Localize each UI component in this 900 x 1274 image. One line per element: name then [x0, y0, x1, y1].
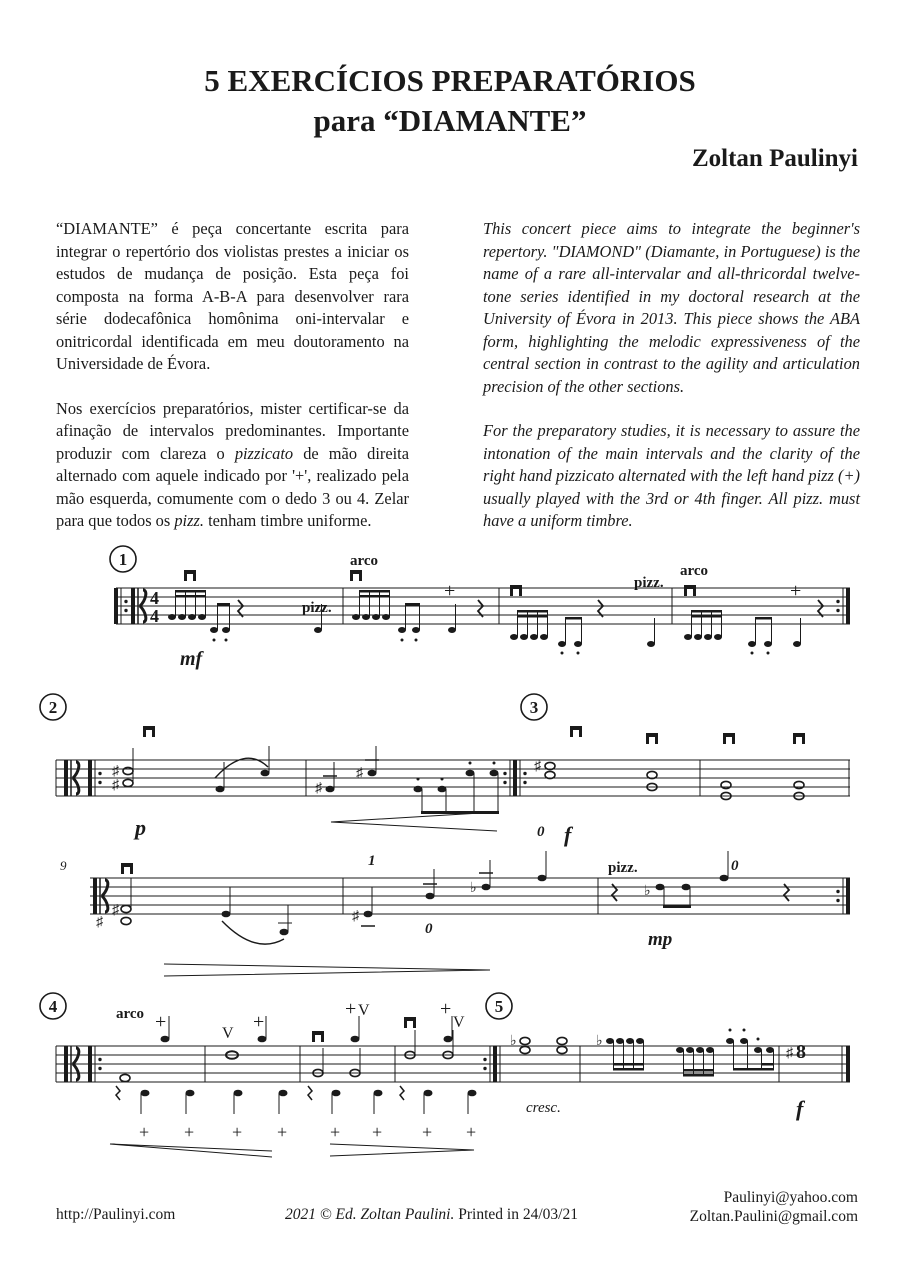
exercise-number: 1 [118, 550, 128, 569]
svg-text:♯: ♯ [534, 759, 541, 774]
title-line-1: 5 EXERCÍCIOS PREPARATÓRIOS [204, 63, 696, 98]
left-hand-pizz-plus: + [184, 1122, 195, 1142]
left-hand-pizz-plus: + [253, 1011, 265, 1033]
exercise-number: 4 [48, 997, 58, 1016]
copyright-text: 2021 © Ed. Zoltan Paulini. [285, 1206, 455, 1223]
exercise-2-measure-2 [315, 746, 499, 814]
footer-copyright [285, 1206, 578, 1224]
exercise-number: 2 [48, 698, 58, 717]
system-3-notes [96, 878, 292, 944]
left-hand-pizz-plus: + [139, 1122, 150, 1142]
dynamic-f: f [796, 1096, 804, 1121]
left-hand-pizz-plus: + [466, 1122, 477, 1142]
measure-number: 9 [60, 858, 67, 873]
upbow-icon: V [453, 1014, 465, 1031]
composer-name: Zoltan Paulinyi [691, 145, 858, 172]
svg-text:♯: ♯ [112, 903, 119, 918]
fingering: 0 [425, 921, 433, 937]
time-sig-numerator: 4 [150, 588, 159, 608]
chord-glyph: 8 [796, 1041, 806, 1063]
svg-text:♯: ♯ [112, 778, 119, 793]
svg-text:♯: ♯ [356, 766, 363, 781]
dynamic-f: f [564, 822, 572, 847]
system-3-measure-2 [352, 851, 547, 926]
svg-text:♯: ♯ [315, 781, 322, 796]
intro-en-paragraph-1: This concert piece aims to integrate the beginner's repertory. "DIAMOND" (Diamante, in Portuguese) is the name of a rare all-intervalar and all-thricordal twelve-tone series identified in my doctoral research at the University of Évora in 2013. This piece shows the ABA form, highlighting the melodic expressiveness of the central section in contrast to the agility and articulation precision of the other sections. [483, 219, 860, 396]
footer-emails [690, 1188, 858, 1226]
left-hand-pizz-plus: + [277, 1122, 288, 1142]
italic-term: pizz. [174, 511, 204, 530]
arco-marking: arco [116, 1006, 145, 1022]
measure-4 [684, 600, 823, 655]
email-link[interactable]: Zoltan.Paulini@gmail.com [689, 1208, 858, 1225]
svg-text:♭: ♭ [470, 881, 477, 896]
text-run: Nos exercícios preparatórios, mister certificar-se da afinação de intervalos predominantes. Importante produzir com clareza o [56, 398, 409, 463]
exercise-4-measure-4 [400, 1016, 477, 1114]
fingering: 0 [731, 858, 739, 874]
upbow-icon: V [222, 1025, 234, 1042]
crescendo-hairpin [110, 1144, 272, 1157]
fingering: 1 [368, 853, 376, 869]
intro-en-paragraph-2: For the preparatory studies, it is necessary to assure the intonation of the main intervals and the clarity of the right hand pizzicato alternated with the left hand pizz (+) usually played with the 3rd or 4th finger. All pizz. must have a uniform timbre. [483, 421, 860, 530]
downbow-icon [143, 726, 805, 744]
left-hand-pizz-plus: + [444, 580, 456, 602]
pizz-marking: pizz. [608, 860, 638, 876]
left-hand-pizz-plus: + [330, 1122, 341, 1142]
svg-text:♭: ♭ [596, 1034, 603, 1049]
fingering: 0 [537, 824, 545, 840]
downbow-icon [184, 570, 696, 596]
dynamic-mf: mf [180, 648, 203, 670]
staff-lines [56, 760, 850, 796]
email-link[interactable]: Paulinyi@yahoo.com [723, 1189, 858, 1206]
left-hand-pizz-plus: + [155, 1011, 167, 1033]
diminuendo-hairpin [164, 964, 490, 976]
left-hand-pizz-plus: + [372, 1122, 383, 1142]
exercise-number: 3 [529, 698, 539, 717]
arco-marking: arco [350, 553, 379, 569]
exercise-number: 5 [494, 997, 504, 1016]
left-hand-pizz-plus: + [232, 1122, 243, 1142]
italic-term: pizzicato [234, 443, 294, 463]
cresc-marking: cresc. [526, 1100, 561, 1116]
system-4 [40, 993, 850, 1157]
title-line-2: para “DIAMANTE” [313, 103, 587, 138]
system-1 [110, 546, 850, 670]
svg-text:♭: ♭ [510, 1034, 517, 1049]
pizz-marking: pizz. [634, 575, 664, 591]
left-hand-pizz-plus: + [345, 998, 357, 1020]
system-2 [40, 694, 850, 847]
pizz-marking: pizz. [302, 600, 332, 616]
downbow-icon [312, 1017, 416, 1042]
footer-website-link[interactable]: http://Paulinyi.com [56, 1206, 176, 1223]
left-hand-pizz-plus: + [422, 1122, 433, 1142]
upbow-icon: V [358, 1002, 370, 1019]
system-3-measure-3 [612, 851, 789, 908]
downbow-icon [121, 863, 133, 874]
intro-pt-paragraph-1: “DIAMANTE” é peça concertante escrita para integrar o repertório dos violistas prestes a iniciar os estudos de mudança de posição. Esta peça foi composta na forma A-B-A para desenvolver rara série dodecafônica homônima oni-intervalar e onitricordal identificada em meu doutoramento na Universidade de Évora. [56, 219, 409, 373]
dynamic-p: p [135, 815, 146, 840]
svg-text:♯: ♯ [96, 915, 103, 930]
svg-text:♯: ♯ [112, 764, 119, 779]
left-hand-pizz-plus: + [440, 998, 452, 1020]
left-hand-pizz-plus: + [790, 580, 802, 602]
system-3 [60, 824, 850, 976]
svg-text:♭: ♭ [644, 884, 651, 899]
exercise-4-measure-3 [308, 1016, 383, 1114]
measure-3 [510, 600, 655, 655]
svg-text:♯: ♯ [786, 1046, 793, 1061]
exercise-3-notes [534, 759, 804, 800]
printed-date: Printed in 24/03/21 [454, 1206, 578, 1223]
svg-text:♯: ♯ [352, 909, 359, 924]
dynamic-mp: mp [648, 929, 673, 950]
arco-marking: arco [680, 563, 709, 579]
measure-1 [168, 590, 322, 642]
crescendo-hairpin [331, 812, 497, 831]
text-run: de mão direita alternado com aquele indicado por '+', realizado pela mão esquerda, comumente com o dedo 3 ou 4. Zelar para que todos os [56, 443, 410, 530]
diminuendo-hairpin [330, 1144, 474, 1156]
measure-2 [352, 590, 483, 642]
time-sig-denominator: 4 [150, 606, 159, 626]
text-run: tenham timbre uniforme. [203, 511, 372, 530]
